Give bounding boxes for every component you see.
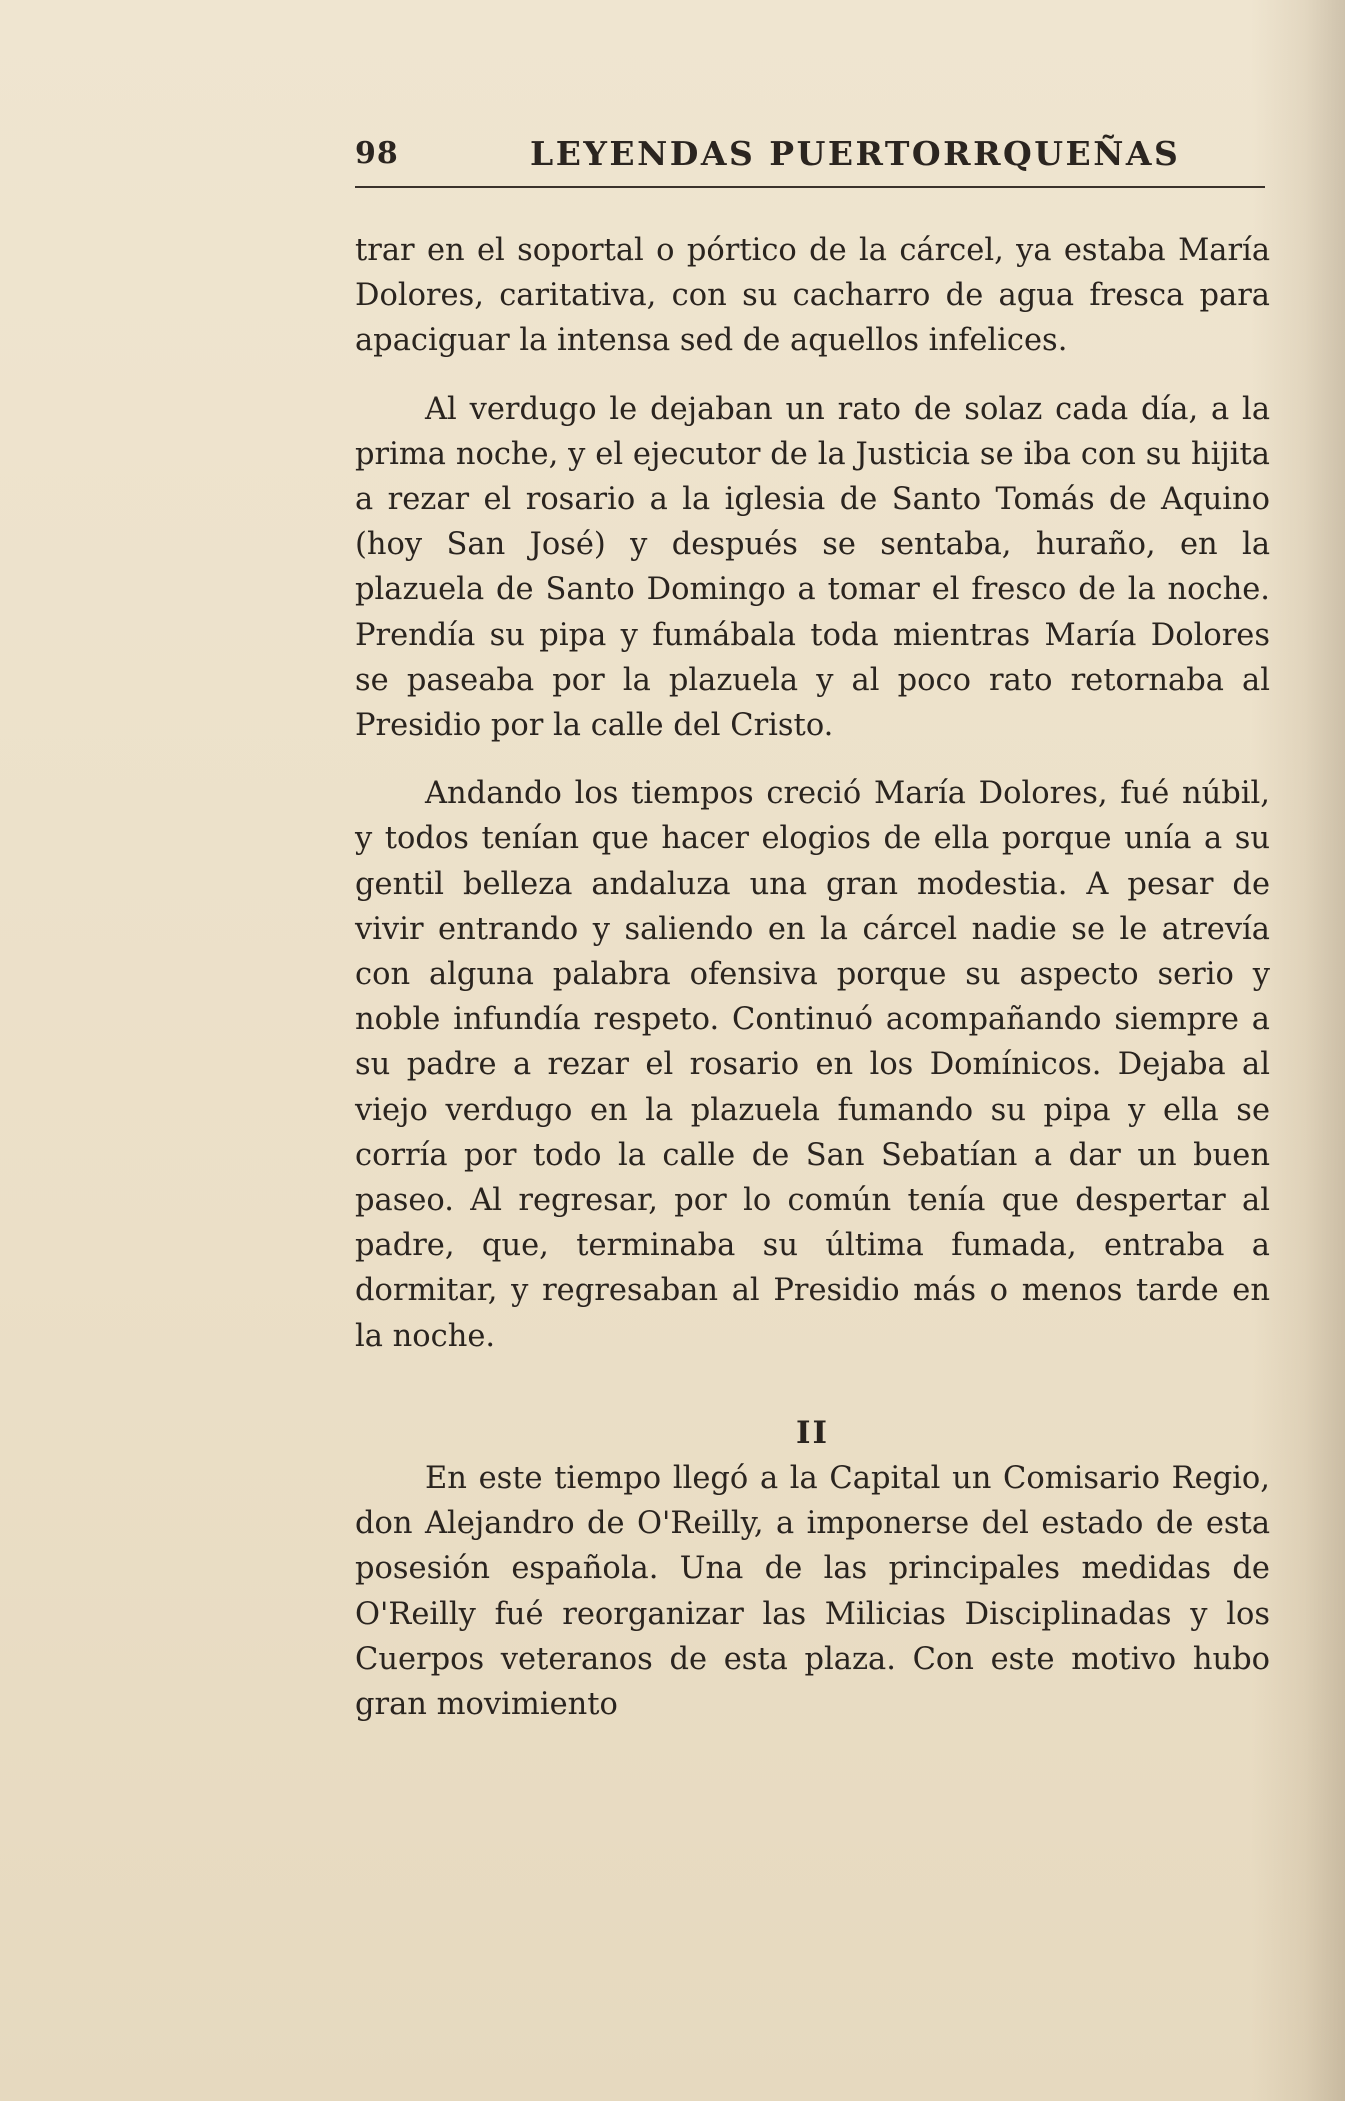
page-number: 98 — [355, 136, 399, 171]
header-rule — [355, 186, 1265, 188]
paragraph: En este tiempo llegó a la Capital un Comisario Regio, don Alejandro de O'Reilly, a imponerse del estado de esta posesión española. Una de las principales medidas de O'Reilly fué reorganizar las Milicias Disciplinadas y los Cuerpos veteranos de esta plaza. Con este motivo hubo gran movimiento — [355, 1461, 1270, 1723]
running-title: LEYENDAS PUERTORRQUEÑAS — [530, 134, 1181, 173]
body-text — [355, 228, 1270, 1727]
page-header — [355, 128, 1265, 188]
section-heading: II — [795, 1414, 829, 1451]
paragraph: Al verdugo le dejaban un rato de solaz cada día, a la prima noche, y el ejecutor de la Justicia se iba con su hijita a rezar el rosario a la iglesia de Santo Tomás de Aquino (hoy San José) y después se sentaba, huraño, en la plazuela de Santo Domingo a tomar el fresco de la noche. Prendía su pipa y fumábala toda mientras María Dolores se paseaba por la plazuela y al poco rato retornaba al Presidio por la calle del Cristo. — [355, 391, 1270, 744]
paragraph-continued: trar en el soportal o pórtico de la cárcel, ya estaba María Dolores, caritativa, con su cacharro de agua fresca para apaciguar la intensa sed de aquellos infelices. — [355, 233, 1270, 359]
paragraph: Andando los tiempos creció María Dolores, fué núbil, y todos tenían que hacer elogios de ella porque unía a su gentil belleza andaluza una gran modestia. A pesar de vivir entrando y saliendo en la cárcel nadie se le atrevía con alguna palabra ofensiva porque su aspecto serio y noble infundía respeto. Continuó acompañando siempre a su padre a rezar el rosario en los Domínicos. Dejaba al viejo verdugo en la plazuela fumando su pipa y ella se corría por todo la calle de San Sebatían a dar un buen paseo. Al regresar, por lo común tenía que despertar al padre, que, terminaba su última fumada, entraba a dormitar, y regresaban al Presidio más o menos tarde en la noche. — [355, 776, 1270, 1354]
